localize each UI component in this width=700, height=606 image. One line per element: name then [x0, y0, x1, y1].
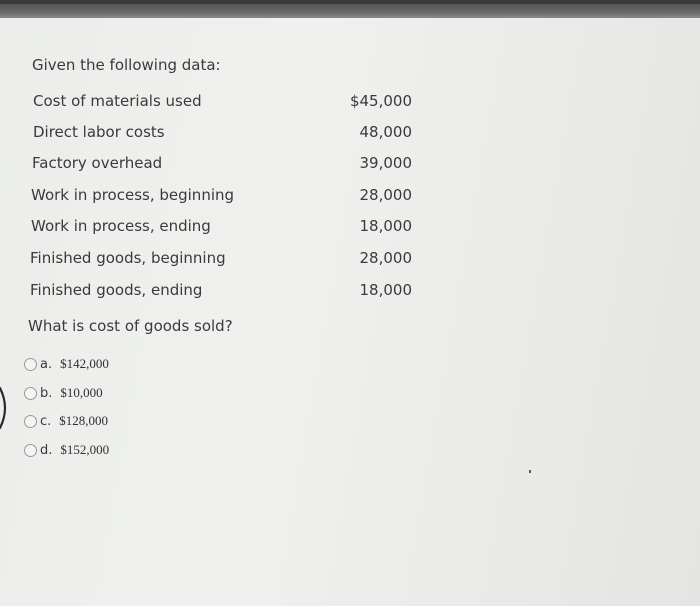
row-value: $45,000 [349, 92, 412, 110]
option-letter: b. [40, 385, 53, 401]
row-label: Finished goods, ending [30, 281, 203, 299]
data-row-factory-overhead [0, 154, 700, 178]
row-label: Factory overhead [32, 154, 163, 172]
answer-option-c[interactable] [24, 411, 108, 431]
data-row-fg-ending [0, 281, 700, 305]
answer-option-b[interactable] [24, 383, 103, 403]
selection-bracket-icon [0, 386, 12, 430]
question-text: What is cost of goods sold? [28, 317, 233, 335]
top-bar-edge [0, 0, 700, 4]
radio-button-icon[interactable] [24, 444, 37, 457]
radio-button-icon[interactable] [24, 387, 37, 400]
row-value: 39,000 [359, 154, 412, 172]
row-value: 28,000 [359, 249, 412, 267]
row-value: 48,000 [359, 123, 412, 141]
option-value: $142,000 [60, 356, 109, 371]
row-label: Finished goods, beginning [30, 249, 226, 267]
data-row-materials [0, 92, 700, 116]
answer-option-d[interactable] [24, 440, 109, 460]
screen-speck [529, 470, 531, 473]
option-value: $152,000 [60, 442, 110, 457]
option-letter: a. [40, 356, 53, 372]
radio-button-icon[interactable] [24, 415, 37, 428]
window-top-bar [0, 0, 700, 18]
radio-button-icon[interactable] [24, 358, 37, 371]
option-value: $10,000 [60, 385, 103, 400]
row-label: Work in process, beginning [31, 186, 235, 204]
row-value: 28,000 [359, 186, 412, 204]
row-label: Cost of materials used [33, 92, 202, 110]
row-value: 18,000 [359, 281, 412, 299]
option-letter: c. [40, 413, 52, 429]
data-row-wip-beginning [0, 186, 700, 210]
data-row-wip-ending [0, 217, 700, 241]
intro-text: Given the following data: [32, 56, 221, 74]
row-label: Direct labor costs [33, 123, 165, 141]
data-row-fg-beginning [0, 249, 700, 273]
row-value: 18,000 [359, 217, 412, 235]
row-label: Work in process, ending [31, 217, 211, 235]
option-letter: d. [40, 442, 53, 458]
data-row-direct-labor [0, 123, 700, 147]
option-value: $128,000 [59, 413, 109, 428]
answer-option-a[interactable] [24, 354, 109, 374]
